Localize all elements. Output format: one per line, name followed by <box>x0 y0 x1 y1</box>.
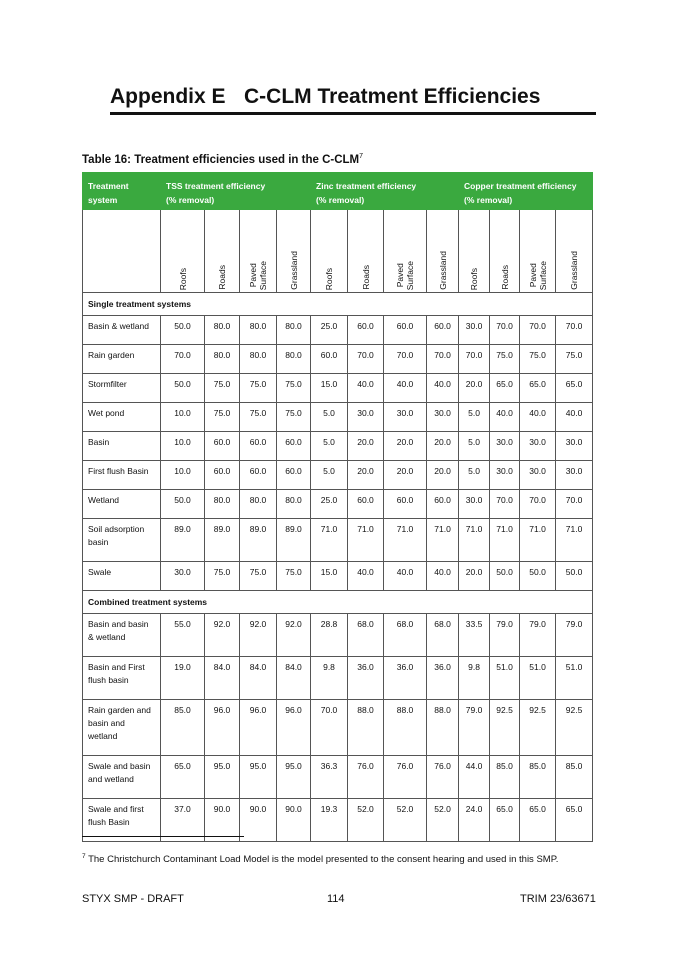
efficiency-value: 15.0 <box>311 562 348 591</box>
surface-header-line: Surface <box>537 260 548 290</box>
efficiency-value: 84.0 <box>240 657 277 700</box>
efficiency-value: 79.0 <box>459 700 490 756</box>
footer-document-name: STYX SMP - DRAFT <box>82 893 184 905</box>
efficiency-value: 30.0 <box>520 432 556 461</box>
efficiency-value: 30.0 <box>556 432 593 461</box>
efficiency-value: 51.0 <box>490 657 520 700</box>
table-row <box>83 461 593 490</box>
surface-header-line: Roofs <box>324 267 335 290</box>
efficiency-value: 36.0 <box>348 657 384 700</box>
system-name-line: flush basin <box>88 675 129 685</box>
efficiency-value: 60.0 <box>348 490 384 519</box>
system-name-line: wetland <box>88 731 118 741</box>
efficiency-value: 71.0 <box>556 519 593 562</box>
efficiency-value: 60.0 <box>384 316 427 345</box>
system-name-line: flush Basin <box>88 817 130 827</box>
surface-header-line: Roofs <box>469 267 480 290</box>
section-title: Combined treatment systems <box>83 591 593 614</box>
treatment-system-name <box>83 490 161 519</box>
efficiency-value: 28.8 <box>311 614 348 657</box>
efficiency-value: 75.0 <box>205 374 240 403</box>
efficiency-value: 92.0 <box>205 614 240 657</box>
efficiency-value: 20.0 <box>348 461 384 490</box>
efficiency-value: 52.0 <box>384 799 427 842</box>
system-name-line: Swale <box>88 567 112 577</box>
surface-header-cell <box>384 210 427 293</box>
efficiency-value: 75.0 <box>240 403 277 432</box>
efficiency-value: 85.0 <box>161 700 205 756</box>
efficiency-value: 65.0 <box>161 756 205 799</box>
efficiency-value: 20.0 <box>459 562 490 591</box>
efficiency-value: 80.0 <box>205 345 240 374</box>
efficiency-value: 75.0 <box>277 562 311 591</box>
efficiency-value: 5.0 <box>459 461 490 490</box>
efficiency-value: 40.0 <box>520 403 556 432</box>
efficiency-value: 5.0 <box>311 403 348 432</box>
efficiency-value: 75.0 <box>277 374 311 403</box>
table-row <box>83 657 593 700</box>
system-name-line: Rain garden and <box>88 705 151 715</box>
efficiency-value: 60.0 <box>277 461 311 490</box>
system-name-line: Swale and first <box>88 804 144 814</box>
efficiency-value: 75.0 <box>240 374 277 403</box>
system-name-line: Wet pond <box>88 408 125 418</box>
efficiency-value: 80.0 <box>277 345 311 374</box>
efficiency-value: 76.0 <box>384 756 427 799</box>
surface-header-label <box>178 263 188 290</box>
surface-header-label <box>528 256 548 290</box>
efficiency-value: 40.0 <box>384 374 427 403</box>
efficiency-value: 40.0 <box>348 562 384 591</box>
table-row <box>83 519 593 562</box>
efficiency-value: 80.0 <box>277 316 311 345</box>
efficiency-value: 92.0 <box>277 614 311 657</box>
efficiency-value: 84.0 <box>277 657 311 700</box>
efficiency-value: 70.0 <box>556 316 593 345</box>
efficiency-value: 51.0 <box>556 657 593 700</box>
efficiency-value: 92.5 <box>520 700 556 756</box>
efficiency-value: 30.0 <box>348 403 384 432</box>
efficiency-value: 5.0 <box>311 461 348 490</box>
efficiency-value: 60.0 <box>277 432 311 461</box>
efficiency-value: 65.0 <box>520 374 556 403</box>
treatment-system-name <box>83 345 161 374</box>
efficiency-value: 95.0 <box>277 756 311 799</box>
efficiency-value: 80.0 <box>277 490 311 519</box>
efficiency-value: 60.0 <box>205 432 240 461</box>
efficiency-value: 75.0 <box>556 345 593 374</box>
surface-header-cell <box>205 210 240 293</box>
table-row <box>83 316 593 345</box>
efficiency-value: 95.0 <box>240 756 277 799</box>
efficiency-value: 79.0 <box>520 614 556 657</box>
efficiency-value: 36.0 <box>427 657 459 700</box>
efficiency-value: 50.0 <box>161 316 205 345</box>
efficiency-value: 60.0 <box>205 461 240 490</box>
efficiency-value: 30.0 <box>490 432 520 461</box>
surface-header-line: Roads <box>360 265 371 290</box>
efficiency-value: 70.0 <box>348 345 384 374</box>
efficiency-value: 44.0 <box>459 756 490 799</box>
treatment-system-name <box>83 700 161 756</box>
efficiency-value: 70.0 <box>384 345 427 374</box>
efficiency-value: 75.0 <box>205 562 240 591</box>
surface-header-cell <box>311 210 348 293</box>
efficiency-value: 5.0 <box>311 432 348 461</box>
efficiency-value: 70.0 <box>459 345 490 374</box>
section-row <box>83 591 593 614</box>
treatment-system-name <box>83 614 161 657</box>
efficiency-value: 70.0 <box>311 700 348 756</box>
header-line: Treatment <box>88 181 129 191</box>
surface-header-cell <box>427 210 459 293</box>
efficiency-value: 30.0 <box>384 403 427 432</box>
header-line: TSS treatment efficiency <box>166 181 266 191</box>
table-row <box>83 374 593 403</box>
footer-trim-reference: TRIM 23/63671 <box>520 893 596 905</box>
efficiency-value: 25.0 <box>311 316 348 345</box>
efficiency-value: 84.0 <box>205 657 240 700</box>
efficiency-value: 40.0 <box>427 374 459 403</box>
efficiency-value: 33.5 <box>459 614 490 657</box>
section-title: Single treatment systems <box>83 293 593 316</box>
surface-header-label <box>248 256 268 290</box>
efficiency-value: 65.0 <box>490 799 520 842</box>
header-row <box>83 173 593 210</box>
efficiency-value: 19.3 <box>311 799 348 842</box>
section-row <box>83 293 593 316</box>
surface-header-label <box>324 263 334 290</box>
surface-header-cell <box>490 210 520 293</box>
table-row <box>83 432 593 461</box>
efficiency-value: 92.5 <box>556 700 593 756</box>
efficiency-value: 30.0 <box>520 461 556 490</box>
efficiency-value: 10.0 <box>161 403 205 432</box>
header-tss-group <box>161 173 311 210</box>
surface-header-cell <box>459 210 490 293</box>
efficiency-value: 79.0 <box>556 614 593 657</box>
surface-header-line: Roads <box>499 265 510 290</box>
header-line: (% removal) <box>464 195 513 205</box>
efficiency-value: 51.0 <box>520 657 556 700</box>
efficiency-value: 40.0 <box>427 562 459 591</box>
header-line: Zinc treatment efficiency <box>316 181 417 191</box>
efficiency-value: 76.0 <box>427 756 459 799</box>
efficiency-value: 60.0 <box>240 432 277 461</box>
header-line: (% removal) <box>166 195 215 205</box>
footnote-number: 7 <box>82 853 86 860</box>
system-name-line: Stormfilter <box>88 379 127 389</box>
efficiency-value: 89.0 <box>277 519 311 562</box>
table-row <box>83 700 593 756</box>
table-row <box>83 345 593 374</box>
efficiency-value: 60.0 <box>311 345 348 374</box>
efficiency-value: 15.0 <box>311 374 348 403</box>
efficiency-value: 88.0 <box>427 700 459 756</box>
header-line: system <box>88 195 118 205</box>
efficiency-value: 76.0 <box>348 756 384 799</box>
efficiency-value: 24.0 <box>459 799 490 842</box>
system-name-line: Wetland <box>88 495 120 505</box>
efficiency-value: 20.0 <box>427 461 459 490</box>
system-name-line: Soil adsorption <box>88 524 145 534</box>
appendix-title: C-CLM Treatment Efficiencies <box>244 85 541 108</box>
system-name-line: basin <box>88 537 109 547</box>
footer-page-number: 114 <box>327 893 345 905</box>
efficiency-value: 5.0 <box>459 403 490 432</box>
efficiency-value: 30.0 <box>490 461 520 490</box>
treatment-system-name <box>83 403 161 432</box>
footnote-separator <box>82 836 244 837</box>
efficiency-value: 25.0 <box>311 490 348 519</box>
surface-header-line: Surface <box>405 260 416 290</box>
treatment-system-name <box>83 657 161 700</box>
system-name-line: Basin and basin <box>88 619 149 629</box>
efficiency-value: 30.0 <box>556 461 593 490</box>
efficiency-value: 65.0 <box>556 799 593 842</box>
efficiency-value: 71.0 <box>520 519 556 562</box>
efficiency-value: 19.0 <box>161 657 205 700</box>
efficiency-value: 52.0 <box>427 799 459 842</box>
efficiency-value: 5.0 <box>459 432 490 461</box>
efficiency-value: 80.0 <box>240 490 277 519</box>
efficiency-value: 36.0 <box>384 657 427 700</box>
surface-header-label <box>217 260 227 290</box>
efficiency-value: 75.0 <box>277 403 311 432</box>
surface-header-line: Grassland <box>288 251 299 290</box>
efficiency-value: 85.0 <box>520 756 556 799</box>
efficiency-value: 60.0 <box>240 461 277 490</box>
surface-header-label <box>469 263 479 290</box>
efficiency-value: 50.0 <box>490 562 520 591</box>
efficiency-value: 70.0 <box>161 345 205 374</box>
efficiency-value: 70.0 <box>520 490 556 519</box>
efficiency-value: 75.0 <box>205 403 240 432</box>
appendix-heading <box>110 84 596 115</box>
efficiency-value: 71.0 <box>348 519 384 562</box>
system-name-line: First flush Basin <box>88 466 149 476</box>
efficiency-value: 71.0 <box>490 519 520 562</box>
efficiency-value: 50.0 <box>161 374 205 403</box>
efficiency-value: 65.0 <box>520 799 556 842</box>
efficiency-value: 50.0 <box>520 562 556 591</box>
surface-header-line: Paved <box>527 263 538 288</box>
header-zinc-group <box>311 173 459 210</box>
surface-header-cell <box>520 210 556 293</box>
empty-header-cell <box>83 210 161 293</box>
treatment-system-name <box>83 562 161 591</box>
table-row <box>83 403 593 432</box>
header-treatment-system <box>83 173 161 210</box>
efficiency-value: 50.0 <box>161 490 205 519</box>
efficiency-value: 55.0 <box>161 614 205 657</box>
efficiency-value: 30.0 <box>459 316 490 345</box>
efficiency-value: 90.0 <box>277 799 311 842</box>
efficiency-value: 20.0 <box>384 461 427 490</box>
efficiency-value: 37.0 <box>161 799 205 842</box>
efficiency-value: 71.0 <box>427 519 459 562</box>
treatment-efficiency-table <box>82 172 593 842</box>
system-name-line: Swale and basin <box>88 761 151 771</box>
header-line: Copper treatment efficiency <box>464 181 577 191</box>
efficiency-value: 79.0 <box>490 614 520 657</box>
surface-header-cell <box>240 210 277 293</box>
efficiency-value: 20.0 <box>384 432 427 461</box>
header-copper-group <box>459 173 593 210</box>
header-line: (% removal) <box>316 195 365 205</box>
efficiency-value: 80.0 <box>205 316 240 345</box>
efficiency-value: 71.0 <box>384 519 427 562</box>
efficiency-value: 96.0 <box>240 700 277 756</box>
surface-header-label <box>569 246 579 290</box>
footnote-text: The Christchurch Contaminant Load Model is the model presented to the consent hearing and used in this SMP. <box>88 854 559 866</box>
appendix-code: Appendix E <box>110 85 226 108</box>
table-row <box>83 490 593 519</box>
efficiency-value: 65.0 <box>556 374 593 403</box>
surface-header-cell <box>348 210 384 293</box>
efficiency-value: 80.0 <box>240 316 277 345</box>
system-name-line: Basin & wetland <box>88 321 149 331</box>
treatment-system-name <box>83 756 161 799</box>
footnote <box>82 853 558 865</box>
system-name-line: and wetland <box>88 774 134 784</box>
efficiency-value: 85.0 <box>490 756 520 799</box>
treatment-system-name <box>83 374 161 403</box>
surface-header-row <box>83 210 593 293</box>
surface-header-line: Grassland <box>569 251 580 290</box>
surface-header-line: Roofs <box>177 267 188 290</box>
efficiency-value: 92.5 <box>490 700 520 756</box>
footnote-ref: 7 <box>359 153 364 160</box>
efficiency-value: 60.0 <box>348 316 384 345</box>
efficiency-value: 70.0 <box>556 490 593 519</box>
surface-header-label <box>361 260 371 290</box>
efficiency-value: 71.0 <box>459 519 490 562</box>
system-name-line: Basin <box>88 437 110 447</box>
efficiency-value: 65.0 <box>490 374 520 403</box>
efficiency-value: 30.0 <box>427 403 459 432</box>
efficiency-value: 20.0 <box>427 432 459 461</box>
surface-header-line: Paved <box>248 263 258 288</box>
surface-header-line: Roads <box>217 265 227 290</box>
efficiency-value: 40.0 <box>556 403 593 432</box>
efficiency-value: 40.0 <box>384 562 427 591</box>
efficiency-value: 60.0 <box>427 490 459 519</box>
table-row <box>83 614 593 657</box>
efficiency-value: 20.0 <box>459 374 490 403</box>
surface-header-line: Paved <box>395 263 406 288</box>
efficiency-value: 90.0 <box>240 799 277 842</box>
efficiency-value: 96.0 <box>205 700 240 756</box>
efficiency-value: 10.0 <box>161 432 205 461</box>
efficiency-value: 89.0 <box>205 519 240 562</box>
efficiency-value: 20.0 <box>348 432 384 461</box>
efficiency-value: 75.0 <box>520 345 556 374</box>
efficiency-value: 90.0 <box>205 799 240 842</box>
efficiency-value: 75.0 <box>490 345 520 374</box>
system-name-line: Rain garden <box>88 350 135 360</box>
efficiency-value: 68.0 <box>384 614 427 657</box>
efficiency-value: 96.0 <box>277 700 311 756</box>
treatment-system-name <box>83 461 161 490</box>
system-name-line: basin and <box>88 718 125 728</box>
system-name-line: & wetland <box>88 632 126 642</box>
surface-header-cell <box>556 210 593 293</box>
efficiency-value: 70.0 <box>490 490 520 519</box>
efficiency-value: 52.0 <box>348 799 384 842</box>
surface-header-label <box>395 256 415 290</box>
efficiency-value: 89.0 <box>240 519 277 562</box>
efficiency-value: 10.0 <box>161 461 205 490</box>
efficiency-value: 70.0 <box>490 316 520 345</box>
efficiency-value: 68.0 <box>427 614 459 657</box>
efficiency-value: 30.0 <box>161 562 205 591</box>
surface-header-label <box>289 246 299 290</box>
efficiency-value: 36.3 <box>311 756 348 799</box>
table-caption-text: Table 16: Treatment efficiencies used in the C-CLM <box>82 153 360 166</box>
efficiency-value: 85.0 <box>556 756 593 799</box>
efficiency-value: 40.0 <box>490 403 520 432</box>
surface-header-line: Grassland <box>437 251 448 290</box>
efficiency-value: 50.0 <box>556 562 593 591</box>
efficiency-value: 60.0 <box>384 490 427 519</box>
surface-header-cell <box>277 210 311 293</box>
efficiency-value: 80.0 <box>205 490 240 519</box>
efficiency-value: 88.0 <box>348 700 384 756</box>
surface-header-line: Surface <box>258 260 268 290</box>
efficiency-value: 92.0 <box>240 614 277 657</box>
system-name-line: Basin and First <box>88 662 145 672</box>
efficiency-value: 75.0 <box>240 562 277 591</box>
efficiency-value: 95.0 <box>205 756 240 799</box>
efficiency-value: 71.0 <box>311 519 348 562</box>
table-caption <box>82 149 363 168</box>
surface-header-cell <box>161 210 205 293</box>
efficiency-value: 70.0 <box>520 316 556 345</box>
efficiency-value: 80.0 <box>240 345 277 374</box>
efficiency-value: 89.0 <box>161 519 205 562</box>
efficiency-value: 9.8 <box>311 657 348 700</box>
efficiency-value: 88.0 <box>384 700 427 756</box>
surface-header-label <box>500 260 510 290</box>
table-row <box>83 756 593 799</box>
efficiency-value: 9.8 <box>459 657 490 700</box>
surface-header-label <box>438 246 448 290</box>
efficiency-value: 68.0 <box>348 614 384 657</box>
table-row <box>83 562 593 591</box>
treatment-system-name <box>83 519 161 562</box>
efficiency-value: 30.0 <box>459 490 490 519</box>
treatment-system-name <box>83 316 161 345</box>
efficiency-value: 60.0 <box>427 316 459 345</box>
efficiency-value: 40.0 <box>348 374 384 403</box>
treatment-system-name <box>83 432 161 461</box>
efficiency-value: 70.0 <box>427 345 459 374</box>
